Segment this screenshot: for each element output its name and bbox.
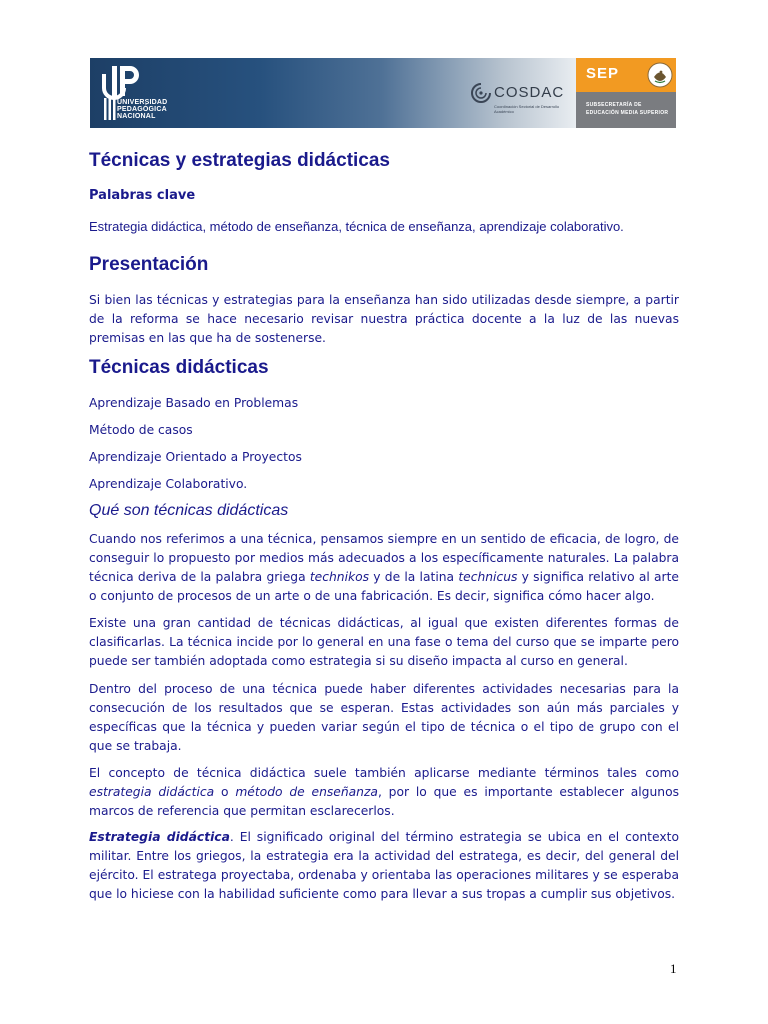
text-run: , por lo que es importante establecer algunos marcos de referencia que permitan esclarecerlos. bbox=[89, 785, 680, 818]
document-title: Técnicas y estrategias didácticas bbox=[89, 150, 390, 171]
header-banner bbox=[90, 58, 676, 128]
upn-line: PEDAGÓGICA bbox=[117, 106, 167, 113]
subsecretaria-line: EDUCACIÓN MEDIA SUPERIOR bbox=[586, 110, 669, 116]
list-item: Aprendizaje Colaborativo. bbox=[89, 477, 248, 491]
paragraph-estrategia bbox=[89, 828, 679, 904]
que-son-heading: Qué son técnicas didácticas bbox=[89, 502, 289, 519]
cosdac-subtitle: Coordinación Sectorial de Desarrollo Académico bbox=[494, 104, 560, 114]
paragraph-concepto bbox=[89, 764, 679, 821]
header-left-band bbox=[90, 58, 576, 128]
presentacion-heading: Presentación bbox=[89, 254, 209, 275]
keywords-text: Estrategia didáctica, método de enseñanza, técnica de enseñanza, aprendizaje colaborativo. bbox=[89, 219, 624, 234]
subsecretaria-band bbox=[576, 92, 676, 128]
header-right-band bbox=[576, 58, 676, 128]
text-run: y significa relativo al arte o conjunto de procesos de un arte o de una fabricación. Es decir, significa cómo hacer algo. bbox=[89, 570, 679, 603]
text-run-bold-italic: Estrategia didáctica bbox=[89, 830, 230, 844]
cosdac-swirl-icon bbox=[470, 82, 492, 104]
text-run-italic: método de enseñanza bbox=[235, 785, 378, 799]
presentacion-paragraph: Si bien las técnicas y estrategias para la enseñanza han sido utilizadas desde siempre, a partir de la reforma se hace necesario revisar nuestra práctica docente a la luz de las nuevas premisas en las que ha de sostenerse. bbox=[89, 293, 679, 345]
text-run: Cuando nos referimos a una técnica, pensamos siempre en un sentido de eficacia, de logro, de conseguir lo propuesto por medios más adecuados a los específicamente naturales. La palabra técnica deriva de la palabra griega bbox=[89, 532, 679, 584]
text-run-italic: estrategia didáctica bbox=[89, 785, 215, 799]
sep-label: SEP bbox=[586, 65, 620, 82]
upn-line: NACIONAL bbox=[117, 113, 156, 120]
text-run-italic: technikos bbox=[309, 570, 370, 584]
cosdac-name: COSDAC bbox=[494, 84, 565, 101]
paragraph-clasificacion: Existe una gran cantidad de técnicas didácticas, al igual que existen diferentes formas de clasificarlas. La técnica incide por lo general en una fase o tema del curso que se imparte pero puede ser también adoptada como estrategia si su diseño impacta al curso en general. bbox=[89, 616, 679, 668]
paragraph-tecnica bbox=[89, 530, 679, 606]
text-run: y de la latina bbox=[369, 570, 459, 584]
text-run-italic: technicus bbox=[458, 570, 518, 584]
list-item: Aprendizaje Basado en Problemas bbox=[89, 396, 299, 410]
list-item: Aprendizaje Orientado a Proyectos bbox=[89, 450, 302, 464]
tecnicas-heading: Técnicas didácticas bbox=[89, 357, 269, 378]
upn-name bbox=[117, 99, 167, 120]
subsecretaria-label bbox=[586, 101, 668, 117]
mexico-seal-icon bbox=[647, 62, 673, 88]
paragraph-actividades: Dentro del proceso de una técnica puede haber diferentes actividades necesarias para la consecución de los resultados que se esperan. Estas actividades son aún más parciales y específicas que la técnica y pueden variar según el tipo de técnica o el tipo de grupo con el que se trabaja. bbox=[89, 682, 679, 753]
page-number: 1 bbox=[670, 961, 677, 976]
keywords-label: Palabras clave bbox=[89, 188, 196, 203]
subsecretaria-line: SUBSECRETARÍA DE bbox=[586, 102, 642, 108]
text-run: . El significado original del término estrategia se ubica en el contexto militar. Entre los griegos, la estrategia era la actividad del estratega, es decir, del general del ejército. El estratega proyectaba, ordenaba y orientaba las operaciones militares y se esperaba que lo hiciese con la habilidad suficiente como para llevar a sus tropas a cumplir sus objetivos. bbox=[89, 830, 679, 901]
text-run: El concepto de técnica didáctica suele también aplicarse mediante términos tales como bbox=[89, 766, 679, 780]
upn-line: UNIVERSIDAD bbox=[117, 99, 168, 106]
list-item: Método de casos bbox=[89, 423, 193, 437]
text-run: o bbox=[214, 785, 236, 799]
cosdac-logo bbox=[470, 80, 570, 122]
